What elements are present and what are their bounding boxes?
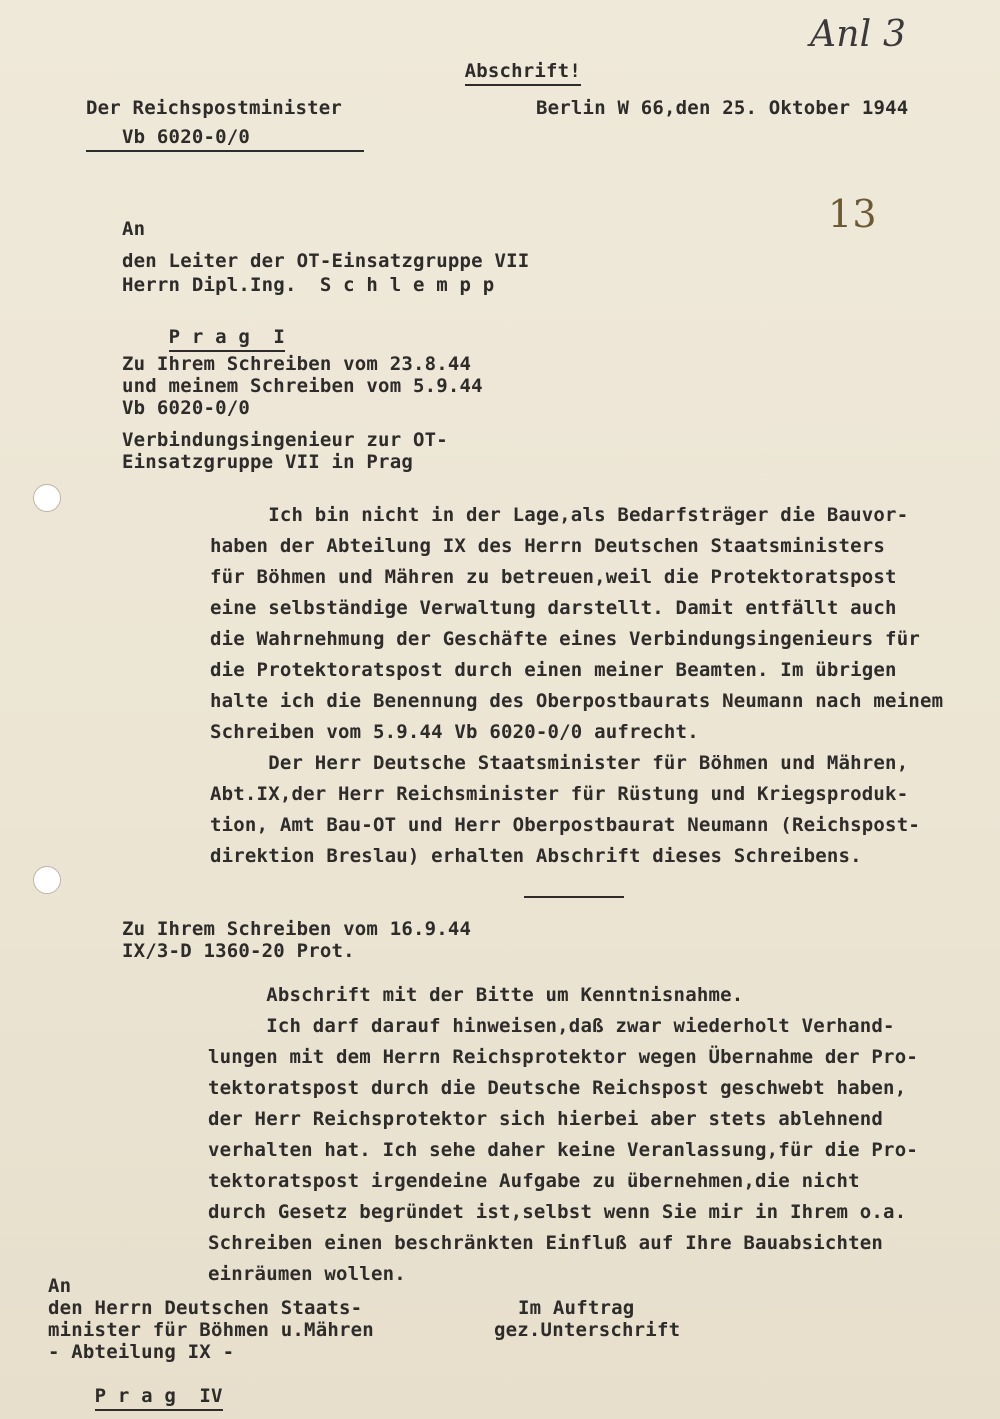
- footer-recipient-to: An: [48, 1275, 72, 1297]
- section-divider: [524, 896, 624, 898]
- footer-recipient-line-2: minister für Böhmen u.Mähren: [48, 1319, 374, 1341]
- body-line: die Wahrnehmung der Geschäfte eines Verbindungsingenieurs für: [210, 628, 920, 650]
- handwritten-annotation: Anl 3: [810, 14, 907, 55]
- body-line: Abt.IX,der Herr Reichsminister für Rüstung und Kriegsproduk-: [210, 783, 909, 805]
- place-and-date: Berlin W 66,den 25. Oktober 1944: [536, 97, 909, 119]
- body-line: halte ich die Benennung des Oberpostbaurats Neumann nach meinem: [210, 690, 944, 712]
- footer-recipient-city: [48, 1363, 223, 1419]
- footer-recipient-line-3: - Abteilung IX -: [48, 1341, 235, 1363]
- body-line: tektoratspost irgendeine Aufgabe zu übernehmen,die nicht: [208, 1170, 860, 1192]
- punch-hole: [33, 866, 61, 894]
- body-line: Ich bin nicht in der Lage,als Bedarfsträger die Bauvor-: [210, 504, 909, 526]
- body-line: einräumen wollen.: [208, 1263, 406, 1285]
- body-line: Ich darf darauf hinweisen,daß zwar wiederholt Verhand-: [208, 1015, 895, 1037]
- recipient-line-1: den Leiter der OT-Einsatzgruppe VII: [122, 250, 530, 272]
- body-line: tion, Amt Bau-OT und Herr Oberpostbaurat Neumann (Reichspost-: [210, 814, 920, 836]
- page-number-stamp: 13: [828, 192, 877, 236]
- body-line: Schreiben einen beschränkten Einfluß auf Ihre Bauabsichten: [208, 1232, 884, 1254]
- subject-topic-1: Verbindungsingenieur zur OT-: [122, 429, 448, 451]
- body-line: direktion Breslau) erhalten Abschrift dieses Schreibens.: [210, 845, 862, 867]
- document-title: [418, 38, 581, 104]
- signature-line-1: Im Auftrag: [518, 1297, 635, 1319]
- signature-line-2: gez.Unterschrift: [494, 1319, 681, 1341]
- sender-reference: Vb 6020-0/0: [122, 126, 251, 148]
- body-line: der Herr Reichsprotektor sich hierbei aber stets ablehnend: [208, 1108, 884, 1130]
- recipient-to: An: [122, 218, 146, 240]
- body-line: durch Gesetz begründet ist,selbst wenn Sie mir in Ihrem o.a.: [208, 1201, 907, 1223]
- body-line: verhalten hat. Ich sehe daher keine Veranlassung,für die Pro-: [208, 1139, 918, 1161]
- footer-recipient-line-1: den Herrn Deutschen Staats-: [48, 1297, 363, 1319]
- body-line: haben der Abteilung IX des Herrn Deutschen Staatsministers: [210, 535, 886, 557]
- sender-name: Der Reichspostminister: [86, 97, 343, 119]
- body-line: tektoratspost durch die Deutsche Reichspost geschwebt haben,: [208, 1077, 907, 1099]
- body-line: Schreiben vom 5.9.44 Vb 6020-0/0 aufrecht.: [210, 721, 699, 743]
- recipient-line-2: Herrn Dipl.Ing. S c h l e m p p: [122, 274, 495, 296]
- subject-topic-2: Einsatzgruppe VII in Prag: [122, 451, 413, 473]
- second-ref-1: Zu Ihrem Schreiben vom 16.9.44: [122, 918, 472, 940]
- punch-hole: [33, 484, 61, 512]
- body-line: eine selbständige Verwaltung darstellt. Damit entfällt auch: [210, 597, 897, 619]
- body-line: lungen mit dem Herrn Reichsprotektor wegen Übernahme der Pro-: [208, 1046, 918, 1068]
- recipient-city-text: P r a g I: [169, 326, 285, 352]
- body-line: für Böhmen und Mähren zu betreuen,weil die Protektoratspost: [210, 566, 897, 588]
- subject-ref-2: und meinem Schreiben vom 5.9.44: [122, 375, 483, 397]
- second-ref-2: IX/3-D 1360-20 Prot.: [122, 940, 355, 962]
- body-line: Der Herr Deutsche Staatsminister für Böhmen und Mähren,: [210, 752, 909, 774]
- subject-ref-1: Zu Ihrem Schreiben vom 23.8.44: [122, 353, 472, 375]
- footer-city-text: P r a g IV: [95, 1385, 223, 1411]
- title-text: Abschrift!: [465, 60, 581, 86]
- sender-underline: [86, 150, 364, 152]
- body-line: Abschrift mit der Bitte um Kenntnisnahme.: [208, 984, 744, 1006]
- body-line: die Protektoratspost durch einen meiner Beamten. Im übrigen: [210, 659, 897, 681]
- subject-ref-3: Vb 6020-0/0: [122, 397, 251, 419]
